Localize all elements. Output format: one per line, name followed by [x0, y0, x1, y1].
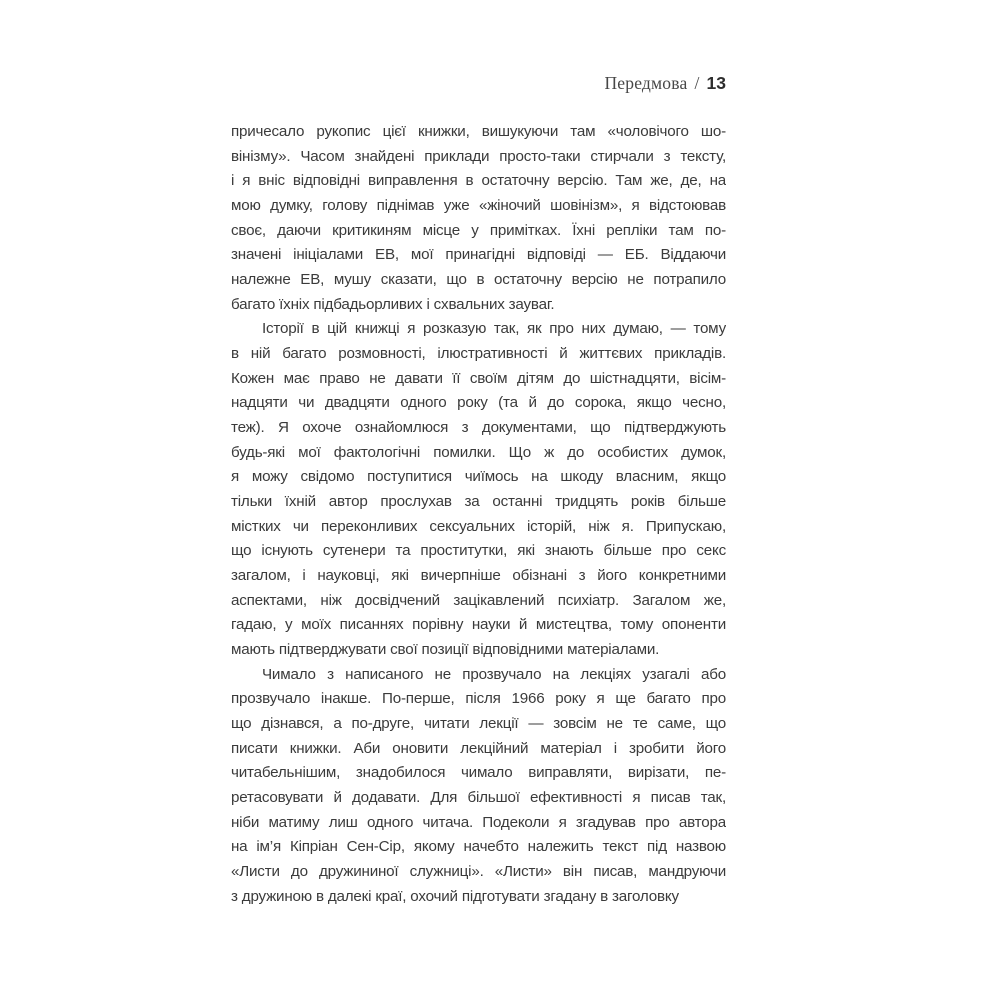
text-line: теж). Я охоче ознайомлюся з документами, що підтверджують	[231, 419, 726, 437]
text-line: «Листи до дружининої служниці». «Листи» він писав, мандруючи	[231, 863, 726, 881]
text-line: аспектами, ніж досвідчений зацікавлений психіатр. Загалом же,	[231, 591, 726, 609]
text-line: належне ЕВ, мушу сказати, що в остаточну версію не потрапило	[231, 271, 726, 289]
text-line: причесало рукопис цієї книжки, вишукуючи там «чоловічого шо-	[231, 123, 726, 140]
paragraph	[231, 317, 726, 662]
text-line: прозвучало інакше. По-перше, після 1966 року я ще багато про	[231, 690, 726, 708]
text-line: ретасовувати й додавати. Для більшої ефективності я писав так,	[231, 789, 726, 807]
chapter-title: Передмова	[604, 73, 688, 93]
text-line: надцяти чи двадцяти одного року (та й до сорока, якщо чесно,	[231, 394, 726, 412]
text-line: в ній багато розмовності, ілюстративності й життєвих прикладів.	[231, 345, 726, 363]
text-line: мою думку, голову піднімав уже «жіночий шовінізм», я відстоював	[231, 197, 726, 215]
text-line: вінізму». Часом знайдені приклади просто-таки стирчали з тексту,	[231, 147, 726, 165]
text-line: своє, даючи критикиням місце у примітках. Їхні репліки там по-	[231, 221, 726, 239]
text-line: значені ініціалами ЕВ, мої принагідні відповіді — ЕБ. Віддаючи	[231, 246, 726, 264]
text-line: читабельнішим, знадобилося чимало виправляти, вирізати, пе-	[231, 764, 726, 782]
text-line: мають підтверджувати свої позиції відповідними матеріалами.	[231, 641, 660, 659]
page-number: 13	[706, 73, 726, 93]
running-header	[231, 72, 726, 94]
text-line: гадаю, у моїх писаннях порівну науки й мистецтва, тому опоненти	[231, 616, 726, 634]
header-separator: /	[694, 73, 700, 93]
body-text	[231, 120, 726, 910]
text-line: Історії в цій книжці я розказую так, як про них думаю, — тому	[262, 320, 726, 338]
text-line: я можу свідомо поступитися чиїмось на шкоду власним, якщо	[231, 468, 726, 486]
text-line: Чимало з написаного не прозвучало на лекціях узагалі або	[262, 665, 726, 683]
text-line: з дружиною в далекі краї, охочий підготувати згадану в заголовку	[231, 887, 679, 905]
text-line: містких чи переконливих сексуальних історій, ніж я. Припускаю,	[231, 517, 726, 535]
text-line: на ім’я Кіпріан Сен-Сір, якому начебто належить текст під назвою	[231, 838, 726, 856]
text-line: будь-які мої фактологічні помилки. Що ж до особистих думок,	[231, 443, 726, 461]
paragraph	[231, 120, 726, 317]
paragraph	[231, 663, 726, 910]
text-line: загалом, і науковці, які вичерпніше обізнані з його конкретними	[231, 567, 726, 585]
text-line: багато їхніх підбадьорливих і схвальних зауваг.	[231, 295, 555, 313]
text-line: що дізнався, а по-друге, читати лекції — зовсім не те саме, що	[231, 715, 726, 733]
text-line: ніби матиму лиш одного читача. Подеколи я згадував про автора	[231, 813, 726, 831]
text-line: Кожен має право не давати її своїм дітям до шістнадцяти, вісім-	[231, 369, 726, 387]
text-line: писати книжки. Аби оновити лекційний матеріал і зробити його	[231, 739, 726, 757]
text-line: і я вніс відповідні виправлення в остаточну версію. Там же, де, на	[231, 172, 726, 190]
text-line: що існують сутенери та проститутки, які знають більше про секс	[231, 542, 726, 560]
text-line: тільки їхній автор прослухав за останні тридцять років більше	[231, 493, 726, 511]
